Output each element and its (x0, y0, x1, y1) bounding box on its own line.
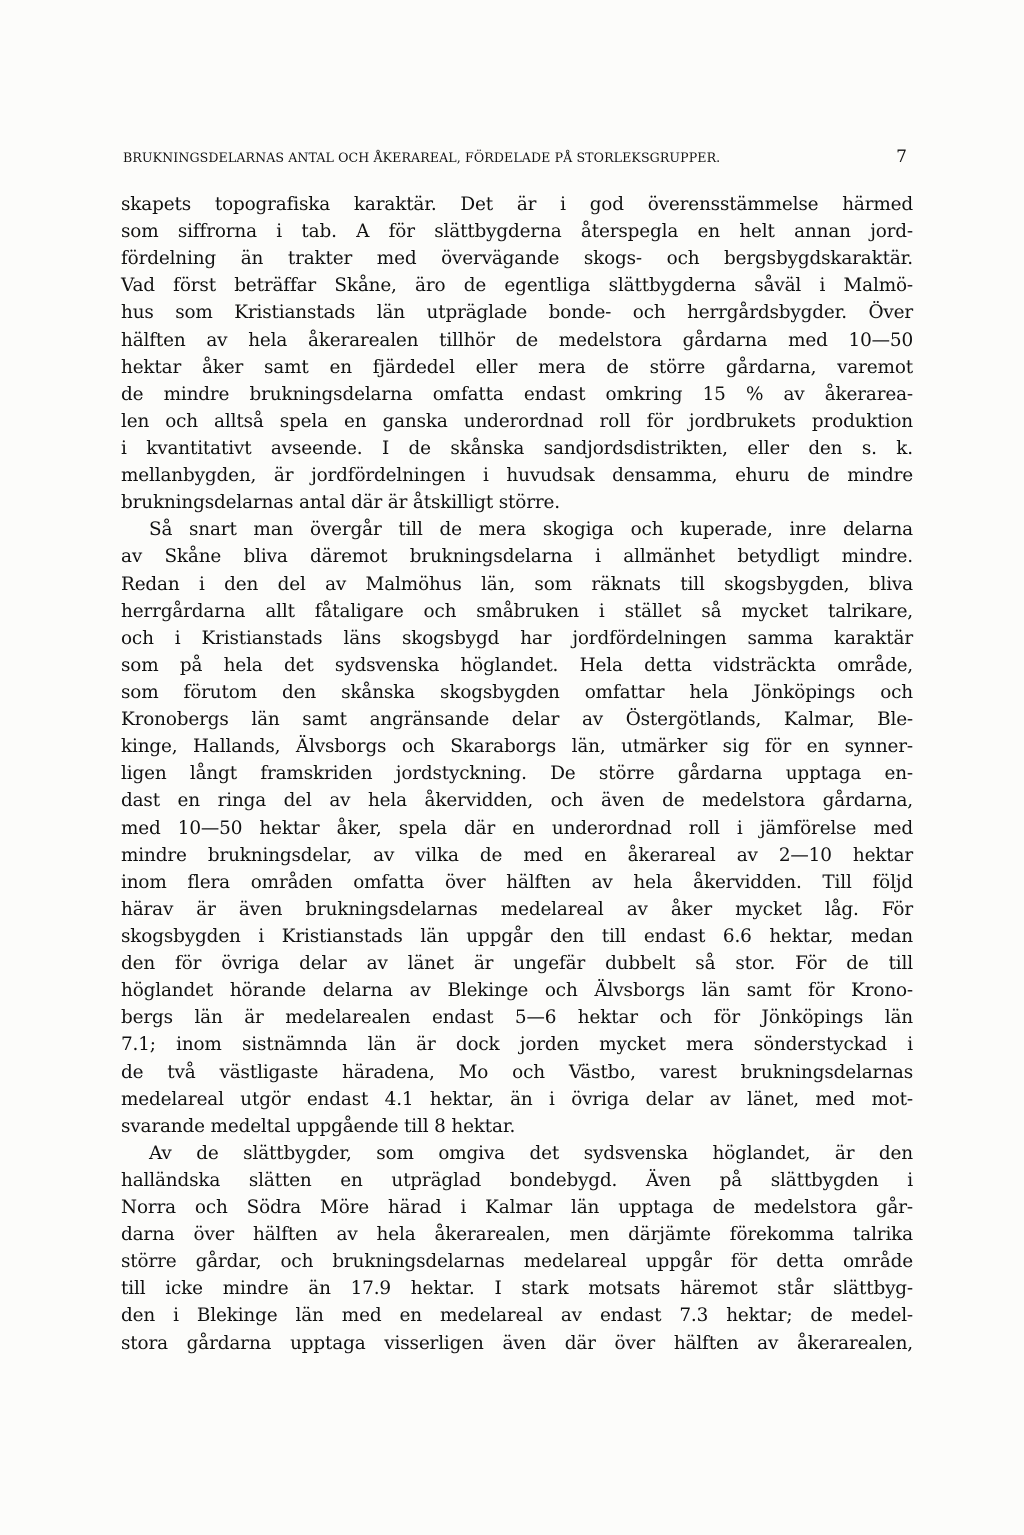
text-line: hälften av hela åkerarealen tillhör de medelstora gårdarna med 10—50 (121, 329, 913, 351)
text-line: av Skåne bliva däremot brukningsdelarna i allmänhet betydligt mindre. (121, 546, 913, 568)
paragraph-first-line: Av de slättbygder, som omgiva det sydsvenska höglandet, är den (149, 1142, 913, 1164)
text-line: skogsbygden i Kristianstads län uppgår den till endast 6.6 hektar, medan (121, 925, 913, 947)
text-line: Redan i den del av Malmöhus län, som räknats till skogsbygden, bliva (121, 573, 913, 595)
running-title: BRUKNINGSDELARNAS ANTAL OCH ÅKERAREAL, FÖRDELADE PÅ STORLEKSGRUPPER. (123, 150, 721, 165)
page-number: 7 (896, 147, 907, 167)
text-line: len och alltså spela en ganska underordnad roll för jordbrukets produktion (121, 410, 913, 432)
text-line: brukningsdelarnas antal där är åtskilligt större. (121, 492, 560, 514)
page-header (123, 147, 907, 169)
text-line: som på hela det sydsvenska höglandet. Hela detta vidsträckta område, (121, 654, 913, 676)
text-line: herrgårdarna allt fåtaligare och småbruken i stället så mycket talrikare, (121, 600, 913, 622)
text-line: den i Blekinge län med en medelareal av endast 7.3 hektar; de medel- (121, 1305, 913, 1327)
text-line: höglandet hörande delarna av Blekinge och Älvsborgs län samt för Krono- (121, 980, 913, 1002)
paragraph-first-line: Så snart man övergår till de mera skogiga och kuperade, inre delarna (149, 519, 913, 541)
text-line: ligen långt framskriden jordstyckning. De större gårdarna upptaga en- (121, 763, 913, 785)
text-line: och i Kristianstads läns skogsbygd har jordfördelningen samma karaktär (121, 627, 913, 649)
text-line: Kronobergs län samt angränsande delar av Östergötlands, Kalmar, Ble- (121, 709, 913, 731)
text-line: kinge, Hallands, Älvsborgs och Skaraborgs län, utmärker sig för en synner- (121, 736, 913, 758)
text-line: de mindre brukningsdelarna omfatta endast omkring 15 % av åkerarea- (121, 383, 913, 405)
text-line: darna över hälften av hela åkerarealen, men därjämte förekomma talrika (121, 1224, 913, 1246)
text-line: fördelning än trakter med övervägande skogs- och bergsbygdskaraktär. (121, 248, 913, 270)
text-line: skapets topografiska karaktär. Det är i god överensstämmelse härmed (121, 194, 913, 215)
text-line: som siffrorna i tab. A för slättbygderna återspegla en helt annan jord- (121, 221, 913, 243)
text-line: de två västligaste häradena, Mo och Västbo, varest brukningsdelarnas (121, 1061, 913, 1083)
text-line: härav är även brukningsdelarnas medelareal av åker mycket låg. För (121, 898, 913, 920)
text-line: bergs län är medelarealen endast 5—6 hektar och för Jönköpings län (121, 1007, 913, 1029)
text-line: dast en ringa del av hela åkervidden, och även de medelstora gårdarna, (121, 790, 913, 812)
text-line: medelareal utgör endast 4.1 hektar, än i övriga delar av länet, med mot- (121, 1088, 913, 1110)
text-line: stora gårdarna upptaga visserligen även där över hälften av åkerarealen, (121, 1332, 913, 1354)
text-line: mellanbygden, är jordfördelningen i huvudsak densamma, ehuru de mindre (121, 465, 913, 487)
text-line: halländska slätten en utpräglad bondebygd. Även på slättbygden i (121, 1169, 913, 1191)
text-line: den för övriga delar av länet är ungefär dubbelt så stor. För de till (121, 953, 913, 975)
text-line: mindre brukningsdelar, av vilka de med en åkerareal av 2—10 hektar (121, 844, 913, 866)
text-line: i kvantitativt avseende. I de skånska sandjordsdistrikten, eller den s. k. (121, 437, 913, 459)
text-line: större gårdar, och brukningsdelarnas medelareal uppgår för detta område (121, 1251, 913, 1273)
text-line: svarande medeltal uppgående till 8 hektar. (121, 1115, 516, 1137)
text-line: Vad först beträffar Skåne, äro de egentliga slättbygderna såväl i Malmö- (121, 275, 913, 297)
text-line: inom flera områden omfatta över hälften av hela åkervidden. Till följd (121, 871, 913, 893)
text-line: hus som Kristianstads län utpräglade bonde- och herrgårdsbygder. Över (121, 302, 913, 324)
text-line: till icke mindre än 17.9 hektar. I stark motsats häremot står slättbyg- (121, 1278, 913, 1300)
text-line: hektar åker samt en fjärdedel eller mera de större gårdarna, varemot (121, 356, 913, 378)
body-text (121, 191, 913, 1357)
text-line: med 10—50 hektar åker, spela där en underordnad roll i jämförelse med (121, 817, 913, 839)
text-line: som förutom den skånska skogsbygden omfattar hela Jönköpings och (121, 681, 913, 703)
text-line: 7.1; inom sistnämnda län är dock jorden mycket mera sönderstyckad i (121, 1034, 913, 1056)
text-line: Norra och Södra Möre härad i Kalmar län upptaga de medelstora går- (121, 1197, 913, 1219)
